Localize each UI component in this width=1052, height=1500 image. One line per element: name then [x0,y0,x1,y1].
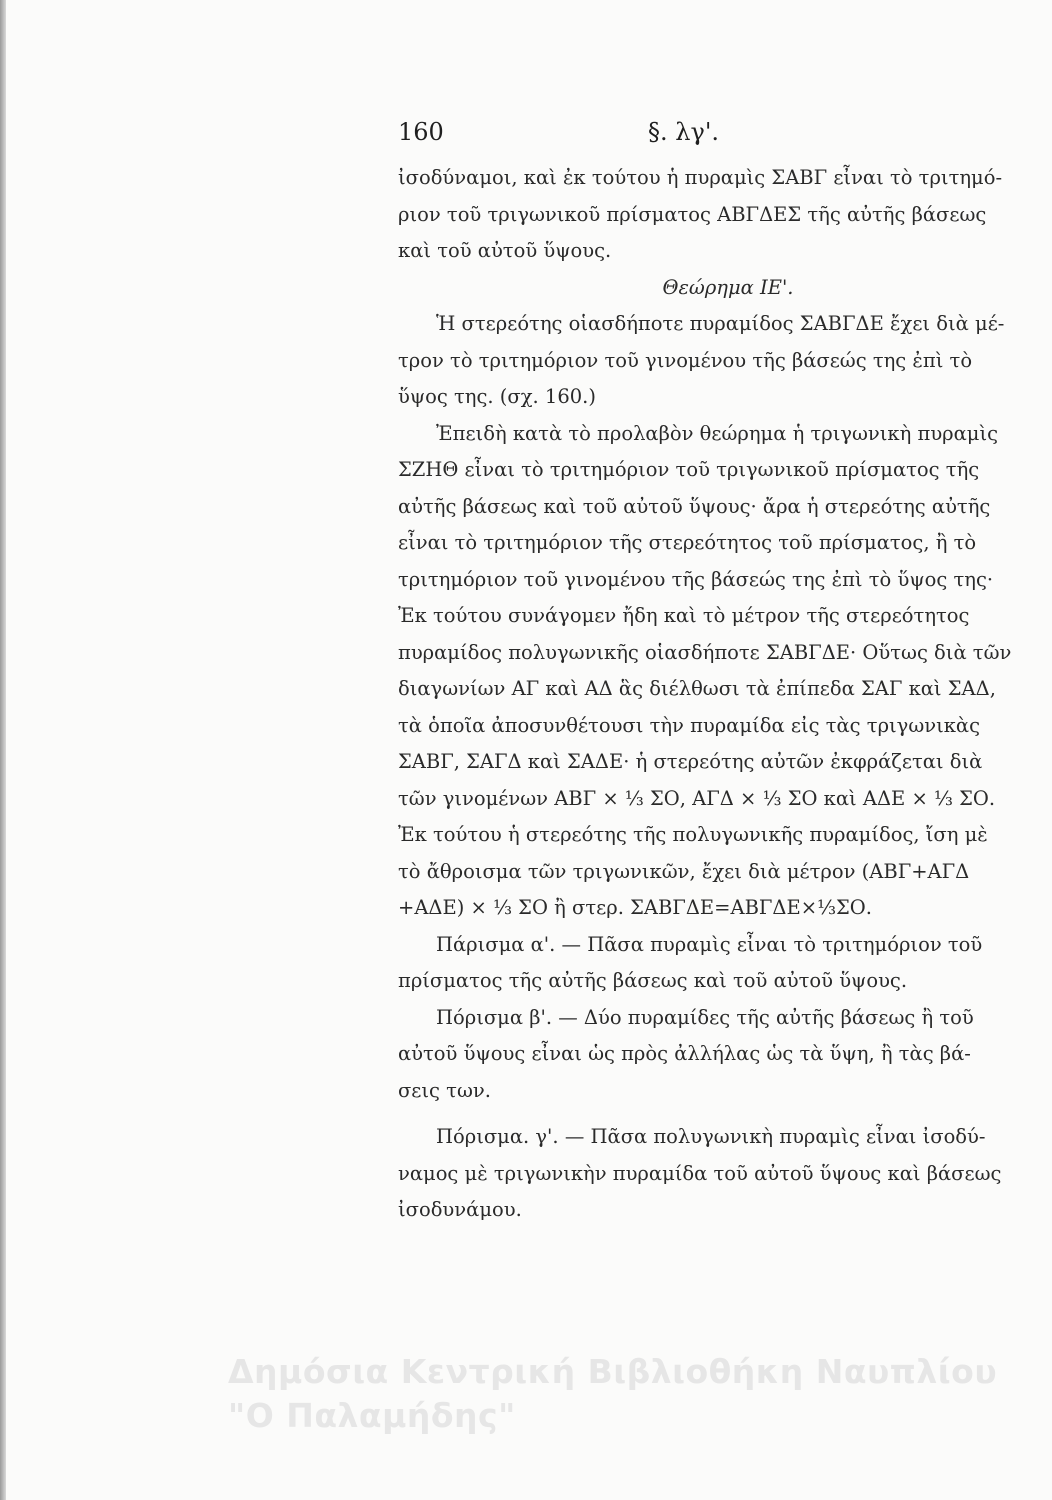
text-line: ἰσοδύναμοι, καὶ ἐκ τούτου ἡ πυραμὶς ΣΑΒΓ εἶναι τὸ τριτημό- [398,166,1003,189]
text-line: τὰ ὁποῖα ἀποσυνθέτουσι τὴν πυραμίδα εἰς τὰς τριγωνικὰς [398,713,981,737]
text-line: ριον τοῦ τριγωνικοῦ πρίσματος ΑΒΓΔΕΣ τῆς αὐτῆς βάσεως [398,202,987,226]
corollary-3 [398,1119,1018,1229]
text-line: τριτημόριον τοῦ γινομένου τῆς βάσεώς της ἐπὶ τὸ ὕψος της· [398,567,994,591]
section-mark: §. λγ'. [648,118,720,146]
text-line: Πόρισμα. γ'. — Πᾶσα πολυγωνικὴ πυραμὶς εἶναι ἰσοδύ- [436,1125,986,1148]
text-line: σεις των. [398,1078,491,1102]
library-watermark [228,1350,1028,1438]
text-line: τὸ ἄθροισμα τῶν τριγωνικῶν, ἔχει διὰ μέτρον (ΑΒΓ+ΑΓΔ [398,859,970,883]
text-line: πρίσματος τῆς αὐτῆς βάσεως καὶ τοῦ αὐτοῦ ὕψους. [398,969,908,992]
page-edge-shadow [0,0,6,1500]
proof-paragraph [398,416,1018,927]
text-line: ναμος μὲ τριγωνικὴν πυραμίδα τοῦ αὐτοῦ ὕψους καὶ βάσεως [398,1161,1002,1185]
text-line: Πάρισμα α'. — Πᾶσα πυραμὶς εἶναι τὸ τριτημόριον τοῦ [436,932,983,956]
text-line: Ἐκ τούτου ἡ στερεότης τῆς πολυγωνικῆς πυραμίδος, ἴση μὲ [398,823,988,846]
page-body [398,160,1018,1229]
text-line: Πόρισμα β'. — Δύο πυραμίδες τῆς αὐτῆς βάσεως ἢ τοῦ [436,1005,974,1029]
text-line: +ΑΔΕ) × ⅓ ΣΟ ἢ στερ. ΣΑΒΓΔΕ=ΑΒΓΔΕ×⅓ΣΟ. [398,896,872,919]
theorem-statement [398,306,1018,416]
text-line: Ἡ στερεότης οἱασδήποτε πυραμίδος ΣΑΒΓΔΕ ἔχει διὰ μέ- [436,312,1005,335]
watermark-line: Δημόσια Κεντρική Βιβλιοθήκη Ναυπλίου [228,1352,998,1391]
text-line: ΣΑΒΓ, ΣΑΓΔ καὶ ΣΑΔΕ· ἡ στερεότης αὐτῶν ἐκφράζεται διὰ [398,750,983,773]
text-line: ἰσοδυνάμου. [398,1198,522,1221]
text-line: αὐτοῦ ὕψους εἶναι ὡς πρὸς ἀλλήλας ὡς τὰ ὕψη, ἢ τὰς βά- [398,1042,971,1065]
text-line: Ἐπειδὴ κατὰ τὸ προλαβὸν θεώρημα ἡ τριγωνικὴ πυραμὶς [436,421,999,445]
text-line: ΣΖΗΘ εἶναι τὸ τριτημόριον τοῦ τριγωνικοῦ πρίσματος τῆς [398,458,980,481]
spacer [398,1109,1018,1119]
page-number: 160 [398,118,444,146]
corollary-1 [398,927,1018,1000]
corollary-2 [398,1000,1018,1110]
paragraph-continuation [398,160,1018,270]
text-line: ὕψος της. (σχ. 160.) [398,385,596,408]
text-line: αὐτῆς βάσεως καὶ τοῦ αὐτοῦ ὕψους· ἄρα ἡ στερεότης αὐτῆς [398,494,991,518]
watermark-line: "Ο Παλαμήδης" [228,1396,516,1435]
text-line: εἶναι τὸ τριτημόριον τῆς στερεότητος τοῦ πρίσματος, ἢ τὸ [398,531,977,554]
text-line: τρον τὸ τριτημόριον τοῦ γινομένου τῆς βάσεώς της ἐπὶ τὸ [398,348,973,372]
text-line: πυραμίδος πολυγωνικῆς οἱασδήποτε ΣΑΒΓΔΕ· Οὕτως διὰ τῶν [398,640,1012,664]
page-header [398,118,1018,152]
text-line: τῶν γινομένων ΑΒΓ × ⅓ ΣΟ, ΑΓΔ × ⅓ ΣΟ καὶ ΑΔΕ × ⅓ ΣΟ. [398,786,996,810]
text-line: Ἐκ τούτου συνάγομεν ἤδη καὶ τὸ μέτρον τῆς στερεότητος [398,604,970,627]
text-line: καὶ τοῦ αὐτοῦ ὕψους. [398,239,612,262]
theorem-title: Θεώρημα ΙΕ'. [662,275,794,299]
text-line: διαγωνίων ΑΓ καὶ ΑΔ ἃς διέλθωσι τὰ ἐπίπεδα ΣΑΓ καὶ ΣΑΔ, [398,677,996,700]
